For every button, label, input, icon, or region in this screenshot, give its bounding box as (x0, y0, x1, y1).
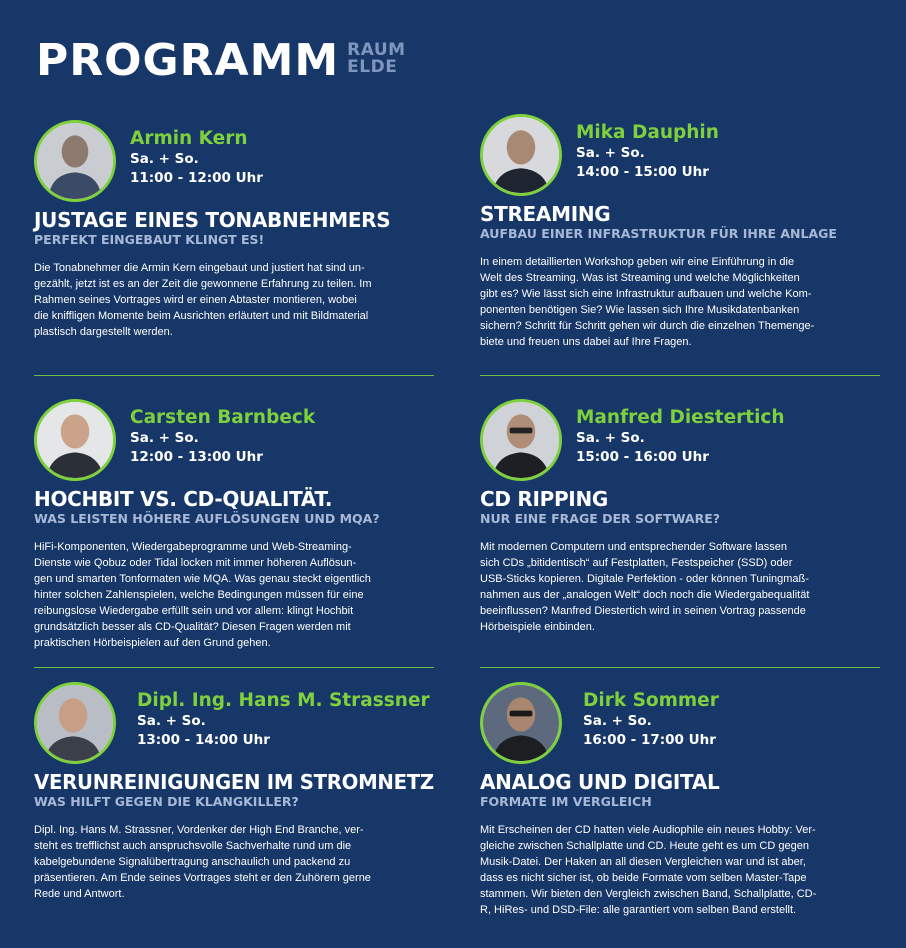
person-silhouette-icon (483, 117, 559, 193)
speaker-block (34, 120, 434, 204)
session-subtitle: PERFEKT EINGEBAUT KLINGT ES! (34, 232, 265, 247)
person-silhouette-icon (37, 123, 113, 199)
page-title: PROGRAMM (36, 35, 340, 86)
speaker-info (576, 407, 785, 467)
session-subtitle: AUFBAU EINER INFRASTRUKTUR FÜR IHRE ANLAGE (480, 226, 837, 241)
section-divider (34, 667, 434, 668)
session-card (34, 682, 434, 902)
session-description: Die Tonabnehmer die Armin Kern eingebaut und justiert hat sind un- gezählt, jetzt ist es an der Zeit die gewonnene Erfahrung zu teilen. Im Rahmen seines Vortrages wird er einen Abtaster montieren, wobei die kniffligen Momente beim Ausrichten erläutert und mit Bildmaterial plastisch dargestellt werden. (34, 262, 372, 338)
session-card (480, 114, 880, 350)
speaker-name: Armin Kern (130, 128, 248, 149)
speaker-photo-icon (34, 120, 116, 202)
speaker-info (130, 407, 315, 467)
section-divider (480, 375, 880, 376)
session-time: 16:00 - 17:00 Uhr (583, 732, 716, 748)
session-time: 15:00 - 16:00 Uhr (576, 449, 709, 465)
session-subtitle: WAS HILFT GEGEN DIE KLANGKILLER? (34, 794, 299, 809)
speaker-info (583, 690, 719, 750)
speaker-block (480, 399, 880, 483)
session-description: Mit Erscheinen der CD hatten viele Audiophile ein neues Hobby: Ver- gleiche zwischen Schallplatte und CD. Heute geht es um CD gegen Musik-Datei. Der Haken an all diesen Vergleichen war und ist aber, dass es nicht sicher ist, ob beide Formate vom selben Master-Tape stammen. Wir bieten den Vergleich zwischen Band, Schallplatte, CD- R, HiRes- und DSD-File: alle garantiert vom selben Band erstellt. (480, 824, 817, 916)
session-title: STREAMING (480, 202, 611, 226)
session-title: VERUNREINIGUNGEN IM STROMNETZ (34, 770, 434, 794)
session-days: Sa. + So. (137, 713, 206, 729)
speaker-photo-icon (480, 682, 562, 764)
session-title: HOCHBIT VS. CD-QUALITÄT. (34, 487, 333, 511)
session-time: 13:00 - 14:00 Uhr (137, 732, 270, 748)
session-days: Sa. + So. (130, 430, 199, 446)
speaker-photo-icon (480, 399, 562, 481)
room-label-line2: ELDE (347, 57, 398, 77)
speaker-info (576, 122, 719, 182)
session-days: Sa. + So. (576, 145, 645, 161)
session-title: ANALOG UND DIGITAL (480, 770, 720, 794)
session-description: In einem detaillierten Workshop geben wir eine Einführung in die Welt des Streaming. Was ist Streaming und welche Möglichkeiten gibt es? Wie lässt sich eine Infrastruktur aufbauen und welche Kom- ponenten benötigen Sie? Wie lassen sich Ihre Musikdatenbanken sichern? Schritt für Schritt gehen wir durch die einzelnen Themenge- biete und freuen uns dabei auf Ihre Fragen. (480, 256, 815, 348)
speaker-info (130, 128, 263, 188)
session-subtitle: WAS LEISTEN HÖHERE AUFLÖSUNGEN UND MQA? (34, 511, 380, 526)
session-card (34, 399, 434, 651)
person-silhouette-icon (483, 685, 559, 761)
session-time: 11:00 - 12:00 Uhr (130, 170, 263, 186)
speaker-block (34, 399, 434, 483)
session-subtitle: FORMATE IM VERGLEICH (480, 794, 652, 809)
room-label-line1: RAUM (347, 40, 406, 60)
speaker-name: Mika Dauphin (576, 122, 719, 143)
session-days: Sa. + So. (130, 151, 199, 167)
session-time: 12:00 - 13:00 Uhr (130, 449, 263, 465)
speaker-name: Manfred Diestertich (576, 407, 785, 428)
person-silhouette-icon (483, 402, 559, 478)
room-label (347, 42, 405, 76)
speaker-name: Carsten Barnbeck (130, 407, 316, 428)
speaker-name: Dipl. Ing. Hans M. Strassner (137, 690, 430, 711)
session-subtitle: NUR EINE FRAGE DER SOFTWARE? (480, 511, 721, 526)
session-card (480, 682, 880, 918)
speaker-photo-icon (34, 399, 116, 481)
session-description: HiFi-Komponenten, Wiedergabeprogramme und Web-Streaming- Dienste wie Qobuz oder Tidal locken mit immer höheren Auflösun- gen und smarten Tonformaten wie MQA. Was genau steckt eigentlich hinter solchen Zahlenspielen, welche Bedingungen müssen für eine reibungslose Wiedergabe erfüllt sein und vor allem: klingt Hochbit grundsätzlich besser als CD-Qualität? Diesen Fragen werden mit praktischen Hörbeispielen auf den Grund gehen. (34, 541, 371, 649)
session-description: Mit modernen Computern und entsprechender Software lassen sich CDs „bitidentisch“ auf Festplatten, Festspeicher (SSD) oder USB-Sticks kopieren. Digitale Perfektion - oder können Tuningmaß- nahmen aus der „analogen Welt“ doch noch die Wiedergabequalität beeinflussen? Manfred Diestertich wird in seinen Vortrag passende Hörbeispiele einbinden. (480, 541, 810, 633)
speaker-photo-icon (34, 682, 116, 764)
person-silhouette-icon (37, 685, 113, 761)
speaker-block (34, 682, 434, 766)
person-silhouette-icon (37, 402, 113, 478)
speaker-photo-icon (480, 114, 562, 196)
session-time: 14:00 - 15:00 Uhr (576, 164, 709, 180)
section-divider (480, 667, 880, 668)
session-days: Sa. + So. (576, 430, 645, 446)
session-description: Dipl. Ing. Hans M. Strassner, Vordenker der High End Branche, ver- steht es trefflichst auch anspruchsvolle Sachverhalte rund um die kabelgebundene Signalübertragung anschaulich und packend zu präsentieren. Am Ende seines Vortrages steht er den Zuhörern gerne Rede und Antwort. (34, 824, 371, 900)
session-title: JUSTAGE EINES TONABNEHMERS (34, 208, 391, 232)
session-days: Sa. + So. (583, 713, 652, 729)
session-card (34, 120, 434, 340)
speaker-block (480, 114, 880, 198)
session-card (480, 399, 880, 635)
speaker-name: Dirk Sommer (583, 690, 719, 711)
speaker-block (480, 682, 880, 766)
program-header (36, 35, 406, 86)
section-divider (34, 375, 434, 376)
speaker-info (137, 690, 430, 750)
session-title: CD RIPPING (480, 487, 608, 511)
